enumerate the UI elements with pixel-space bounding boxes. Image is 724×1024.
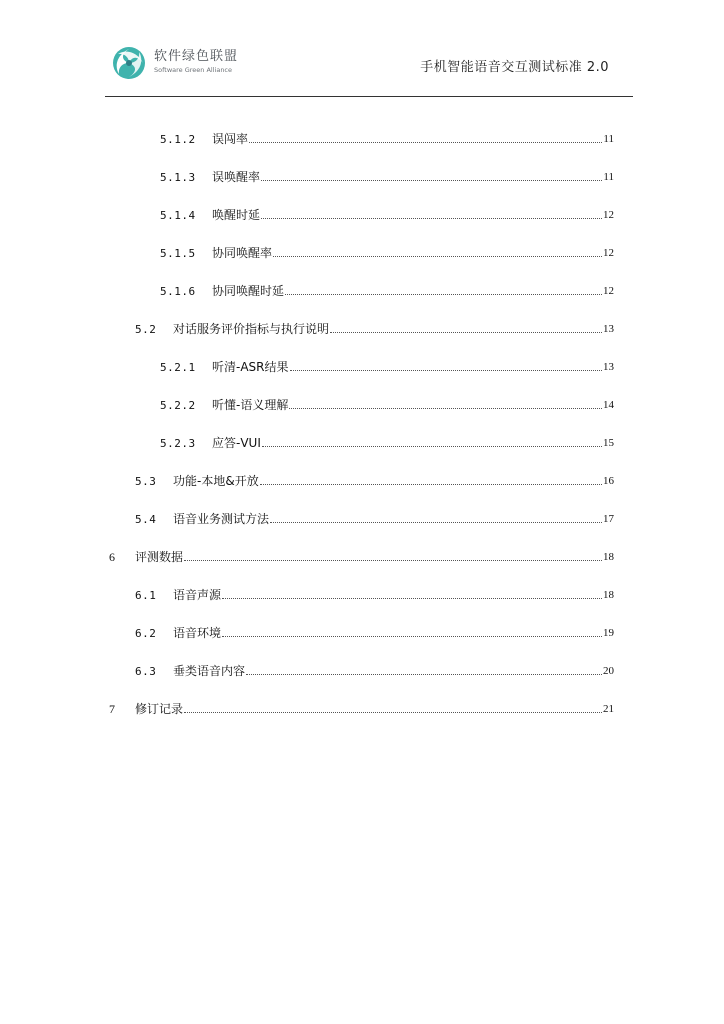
toc-entry-page: 19	[603, 627, 614, 639]
toc-entry-title: 对话服务评价指标与执行说明	[173, 322, 330, 336]
logo-text	[154, 50, 238, 74]
toc-entry-number: 7	[109, 702, 116, 716]
toc-entry-title: 误闯率	[212, 132, 249, 146]
toc-dot-leader	[285, 294, 602, 295]
toc-entry-number: 5.2	[135, 323, 157, 336]
toc-entry[interactable]	[109, 695, 614, 715]
toc-entry[interactable]	[160, 239, 614, 259]
toc-entry-page: 11	[603, 171, 614, 183]
toc-entry-page: 11	[603, 133, 614, 145]
toc-dot-leader	[330, 332, 602, 333]
toc-entry-page: 18	[603, 589, 614, 601]
toc-entry[interactable]	[160, 391, 614, 411]
toc-entry[interactable]	[160, 277, 614, 297]
toc-dot-leader	[260, 484, 602, 485]
toc-entry-number: 6.1	[135, 589, 157, 602]
toc-entry-page: 13	[603, 361, 614, 373]
toc-entry-title: 语音环境	[173, 626, 222, 640]
toc-dot-leader	[246, 674, 602, 675]
toc-entry[interactable]	[135, 467, 614, 487]
toc-entry-number: 5.2.1	[160, 361, 196, 374]
toc-dot-leader	[261, 218, 602, 219]
toc-entry-number: 5.4	[135, 513, 157, 526]
toc-entry-number: 5.3	[135, 475, 157, 488]
toc-dot-leader	[222, 598, 602, 599]
toc-dot-leader	[184, 712, 602, 713]
toc-dot-leader	[249, 142, 602, 143]
logo-name-cn: 软件绿色联盟	[154, 49, 239, 64]
toc-dot-leader	[290, 370, 603, 371]
toc-entry-number: 5.1.5	[160, 247, 196, 260]
toc-entry-page: 21	[603, 703, 614, 715]
toc-entry-number: 6.2	[135, 627, 157, 640]
toc-entry-number: 6.3	[135, 665, 157, 678]
toc-entry-page: 16	[603, 475, 614, 487]
toc-entry-page: 17	[603, 513, 614, 525]
toc-entry-title: 语音声源	[173, 588, 222, 602]
toc-entry-title: 垂类语音内容	[173, 664, 246, 678]
toc-entry-page: 12	[603, 285, 614, 297]
toc-entry[interactable]	[135, 581, 614, 601]
toc-dot-leader	[261, 180, 602, 181]
toc-entry-title: 协同唤醒时延	[212, 284, 285, 298]
toc-entry-page: 20	[603, 665, 614, 677]
toc-entry-number: 5.2.3	[160, 437, 196, 450]
toc-entry-number: 5.1.6	[160, 285, 196, 298]
toc-entry-page: 15	[603, 437, 614, 449]
toc-entry-title: 误唤醒率	[212, 170, 261, 184]
toc-entry[interactable]	[160, 353, 614, 373]
toc-entry-number: 5.1.3	[160, 171, 196, 184]
toc-dot-leader	[222, 636, 602, 637]
toc-entry-page: 13	[603, 323, 614, 335]
toc-entry[interactable]	[135, 657, 614, 677]
toc-entry-title: 功能-本地&开放	[173, 474, 259, 488]
toc-dot-leader	[184, 560, 602, 561]
toc-entry-number: 5.2.2	[160, 399, 196, 412]
toc-entry-title: 应答-VUI	[212, 436, 261, 450]
toc-entry-page: 14	[603, 399, 614, 411]
toc-entry[interactable]	[160, 125, 614, 145]
toc-entry[interactable]	[160, 163, 614, 183]
toc-entry-title: 听懂-语义理解	[212, 398, 289, 412]
toc-entry-number: 5.1.2	[160, 133, 196, 146]
toc-entry[interactable]	[135, 505, 614, 525]
toc-dot-leader	[270, 522, 602, 523]
toc-entry-number: 6	[109, 550, 116, 564]
toc-entry-title: 评测数据	[135, 550, 184, 564]
document-title: 手机智能语音交互测试标准 2.0	[420, 60, 609, 75]
toc-entry-title: 唤醒时延	[212, 208, 261, 222]
logo-name-en: Software Green Alliance	[154, 66, 233, 74]
toc-dot-leader	[273, 256, 602, 257]
toc-entry[interactable]	[160, 201, 614, 221]
toc-entry-title: 修订记录	[135, 702, 184, 716]
toc-dot-leader	[262, 446, 602, 447]
header-divider	[105, 96, 633, 97]
toc-entry-title: 听清-ASR结果	[212, 360, 289, 374]
toc-entry[interactable]	[135, 619, 614, 639]
toc-entry-page: 18	[603, 551, 614, 563]
toc-entry-number: 5.1.4	[160, 209, 196, 222]
toc-entry-page: 12	[603, 247, 614, 259]
toc-dot-leader	[289, 408, 602, 409]
toc-entry-title: 语音业务测试方法	[173, 512, 270, 526]
alliance-logo-icon	[112, 46, 146, 80]
toc-entry[interactable]	[160, 429, 614, 449]
toc-entry-page: 12	[603, 209, 614, 221]
toc-entry[interactable]	[135, 315, 614, 335]
toc-entry-title: 协同唤醒率	[212, 246, 273, 260]
toc-entry[interactable]	[109, 543, 614, 563]
